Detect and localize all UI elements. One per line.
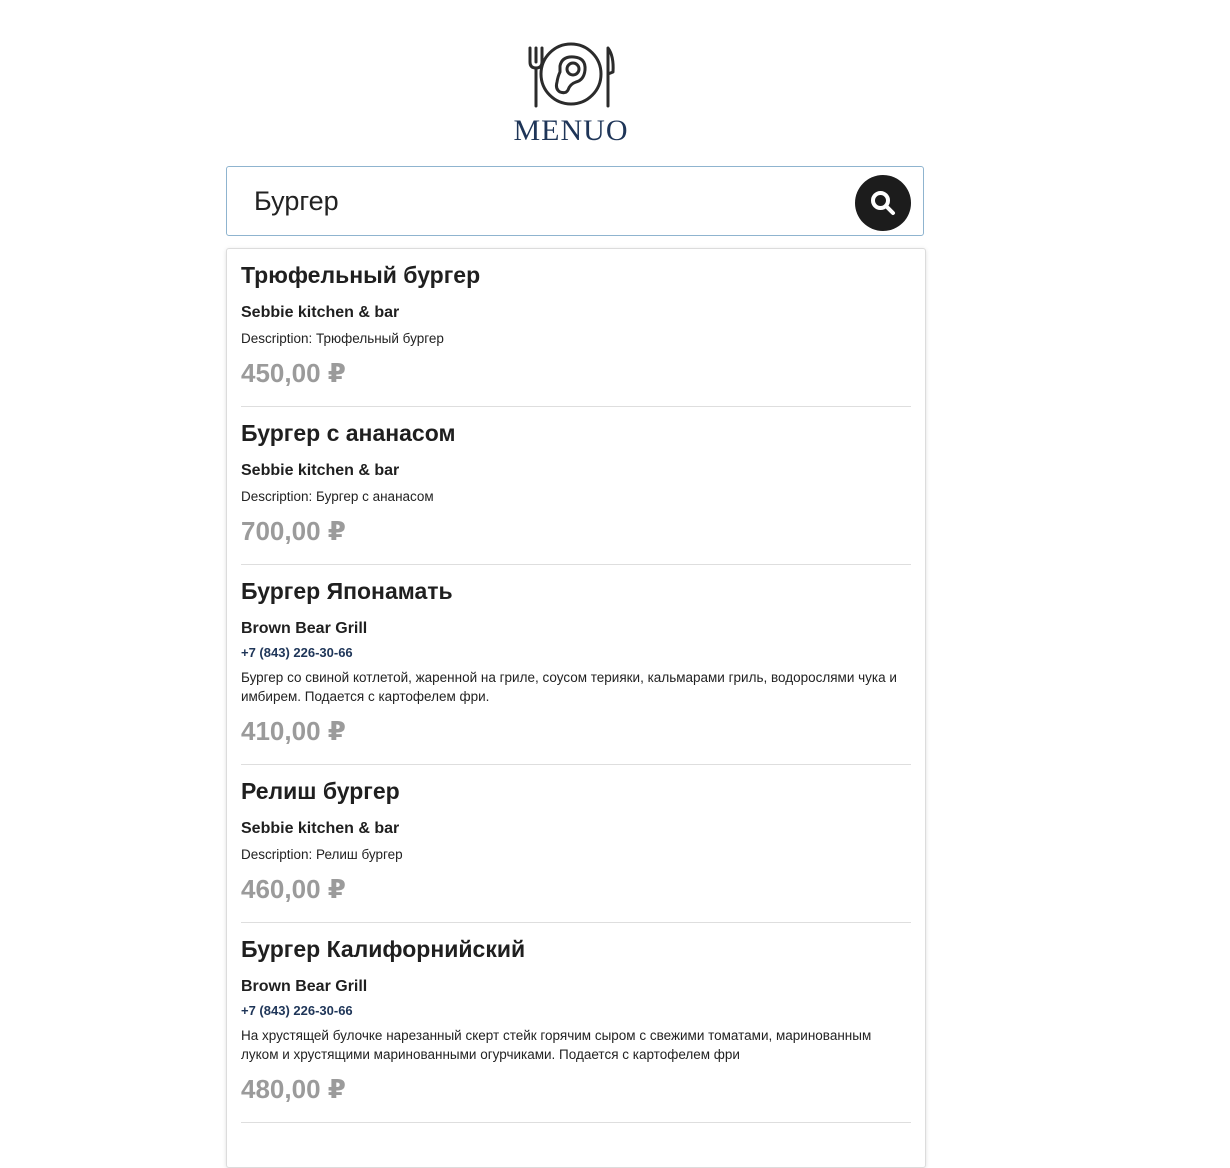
dish-description: Бургер со свиной котлетой, жаренной на гриле, соусом терияки, кальмарами гриль, водорослями чука и имбирем. Подается с картофелем фри. (241, 670, 897, 704)
dish-price: 460,00 ₽ (241, 874, 346, 904)
search-icon (869, 189, 897, 217)
logo-text: MENUO (513, 114, 629, 147)
search-button[interactable] (855, 175, 911, 231)
dish-title: Бургер Японамать (241, 578, 453, 604)
restaurant-name: Sebbie kitchen & bar (241, 820, 400, 837)
restaurant-name: Brown Bear Grill (241, 620, 368, 637)
logo[interactable] (505, 36, 637, 154)
result-item[interactable] (241, 923, 911, 1123)
dish-price: 480,00 ₽ (241, 1074, 346, 1104)
dish-title: Трюфельный бургер (241, 262, 481, 288)
search-box (226, 166, 924, 236)
dish-description: На хрустящей булочке нарезанный скерт стейк горячим сыром с свежими томатами, маринованным луком и хрустящими маринованными огурчиками. Подается с картофелем фри (241, 1028, 872, 1062)
result-item[interactable] (241, 407, 911, 565)
restaurant-phone[interactable]: +7 (843) 226-30-66 (241, 1003, 353, 1018)
dish-price: 410,00 ₽ (241, 716, 346, 746)
result-item[interactable] (241, 765, 911, 923)
dish-price: 450,00 ₽ (241, 358, 346, 388)
result-item[interactable] (241, 249, 911, 407)
restaurant-name: Sebbie kitchen & bar (241, 304, 400, 321)
results-dropdown (226, 248, 926, 1168)
dish-description: Description: Трюфельный бургер (241, 331, 444, 346)
dish-price: 700,00 ₽ (241, 516, 346, 546)
result-item[interactable] (241, 565, 911, 765)
dish-title: Бургер с ананасом (241, 420, 456, 446)
dish-description: Description: Релиш бургер (241, 847, 403, 862)
dish-title: Бургер Калифорнийский (241, 936, 526, 962)
restaurant-phone[interactable]: +7 (843) 226-30-66 (241, 645, 353, 660)
search-input[interactable] (254, 181, 854, 221)
dish-title: Релиш бургер (241, 778, 400, 804)
restaurant-name: Brown Bear Grill (241, 978, 368, 995)
plate-cutlery-icon (524, 36, 618, 112)
dish-description: Description: Бургер с ананасом (241, 489, 434, 504)
restaurant-name: Sebbie kitchen & bar (241, 462, 400, 479)
